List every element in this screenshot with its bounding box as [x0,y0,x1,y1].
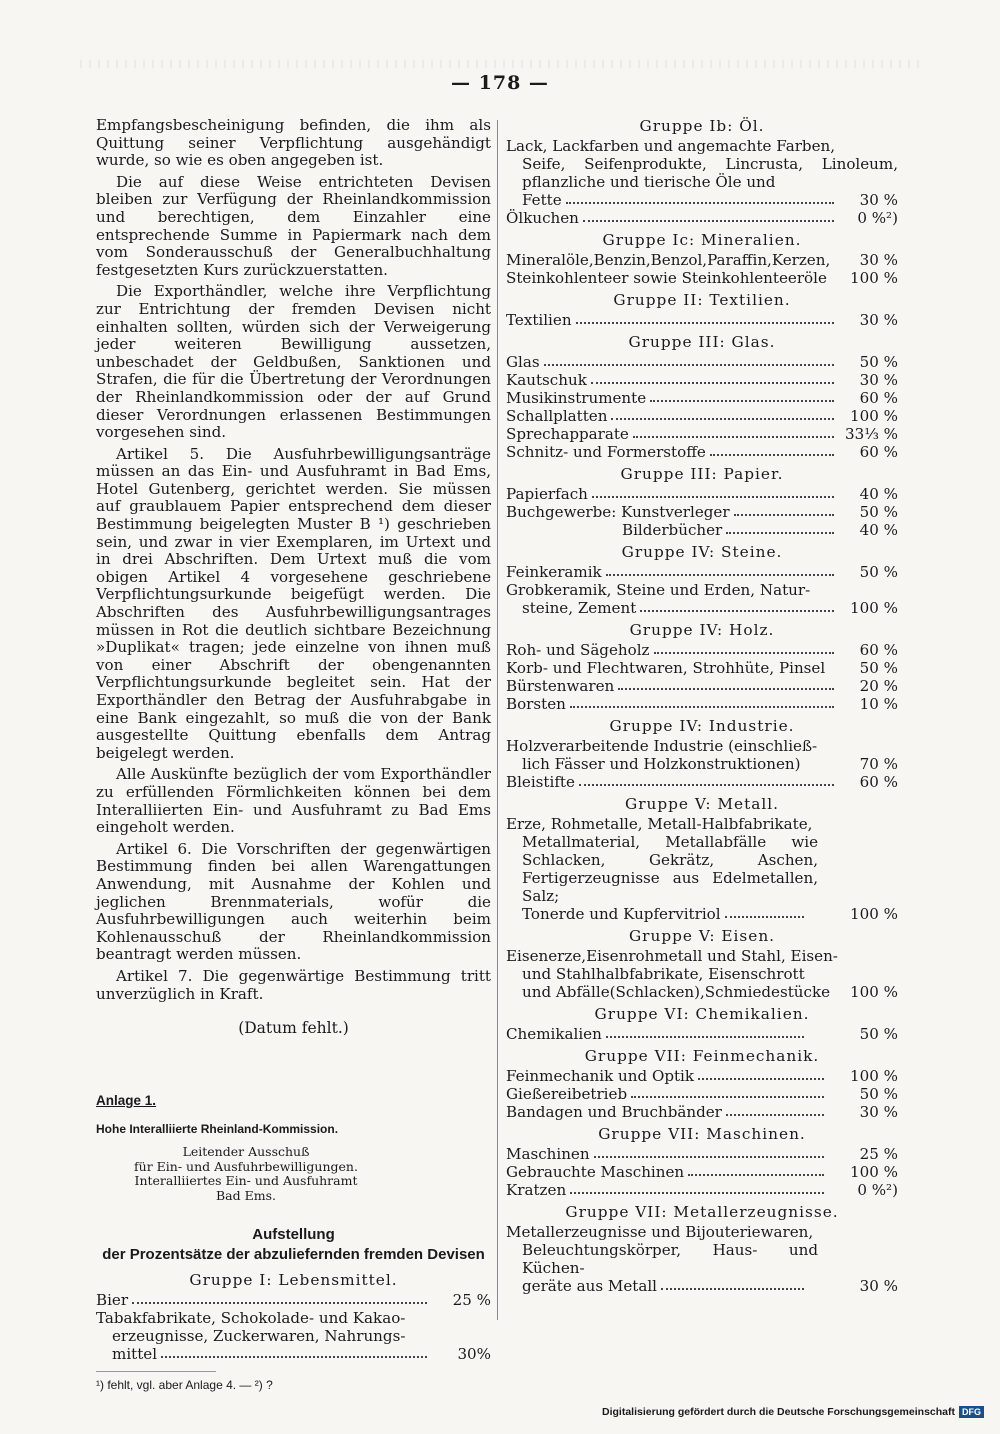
rate-row [506,1145,898,1163]
rate-label: und Stahlhalbfabrikate, Eisenschrott [522,965,805,983]
rate-row [506,905,898,923]
list-title: Aufstellung [252,1226,335,1244]
rate-label: Lack, Lackfarben und angemachte Farben, [506,137,836,155]
rate-row [506,1085,898,1103]
rate-value: 100 % [850,269,898,287]
rate-label: Korb- und Flechtwaren, Strohhüte, Pinsel [506,659,826,677]
rate-value: 20 % [859,677,898,695]
leader-dots [618,688,834,690]
paragraph: Empfangsbescheinigung befinden, die ihm als Quittung seiner Verpflichtung ausgehändigt wurde, so wie es oben angegeben ist. [96,116,491,170]
rate-label: und Abfälle(Schlacken),Schmiedestücke [522,983,831,1001]
leader-dots [654,652,835,654]
rate-row [506,1163,898,1181]
rate-entry [506,1223,818,1277]
leader-dots [576,322,834,324]
rate-label: mittel [112,1345,158,1364]
rate-value: 30 % [859,191,898,209]
rate-row [506,311,898,329]
rate-label: Sprechapparate [506,425,629,443]
rate-label: Bilderbücher [622,521,723,539]
rate-entry [506,815,818,905]
leader-dots [688,1174,824,1176]
rate-value: 60 % [859,443,898,461]
rate-label: Buchgewerbe: Kunstverleger [506,503,730,521]
rate-value: 33⅓ % [845,425,898,443]
group-heading: Gruppe IV: Industrie. [609,717,795,735]
rate-label: Tabakfabrikate, Schokolade- und Kakao- [96,1309,406,1328]
leader-dots [631,1096,824,1098]
rate-value: 50 % [859,659,898,677]
rate-label: Holzverarbeitende Industrie (einschließ- [506,737,818,755]
rate-label: Ölkuchen [506,209,579,227]
rate-value: 30 % [859,311,898,329]
rate-label: Borsten [506,695,566,713]
rate-value: 40 % [859,521,898,539]
scan-noise [80,60,920,68]
rate-row [506,443,898,461]
office-line: Interalliiertes Ein- und Ausfuhramt [134,1173,358,1189]
rate-value: 30 % [859,1103,898,1121]
rate-value: 50 % [859,503,898,521]
rate-row [506,1025,898,1043]
leader-dots [726,532,834,534]
column-divider [497,120,498,1320]
group-heading: Gruppe VII: Metallerzeugnisse. [565,1203,839,1221]
paragraph: Die auf diese Weise entrichteten Devisen bleiben zur Verfügung der Rheinlandkommission und berechtigen, dem Einzahler eine entsprechende Summe in Papiermark nach dem vom Sonderausschuß der Generalbuchhaltung festgesetzten Kurs zurückzuerstatten. [96,172,491,279]
paragraph: Artikel 7. Die gegenwärtige Bestimmung tritt unverzüglich in Kraft. [96,966,491,1003]
rate-value: 60 % [859,773,898,791]
rate-label: Roh- und Sägeholz [506,641,650,659]
rate-value: 60 % [859,641,898,659]
rate-label: Mineralöle,Benzin,Benzol,Paraffin,Kerzen, [506,251,831,269]
rate-value: 100 % [850,1163,898,1181]
rate-value: 100 % [850,983,898,1001]
leader-dots [726,1114,824,1116]
leader-dots [640,610,834,612]
rate-value: 30 % [859,371,898,389]
rate-label: Gießereibetrieb [506,1085,628,1103]
office-line: für Ein- und Ausfuhrbewilligungen. [134,1158,358,1174]
rate-value: 60 % [859,389,898,407]
rate-value: 50 % [859,353,898,371]
rate-label: Tonerde und Kupfervitriol [522,905,721,923]
list-subtitle: der Prozentsätze der abzuliefernden fremden Devisen [102,1246,485,1264]
rate-label: Maschinen [506,1145,590,1163]
commission-name: Hohe Interalliierte Rheinland-Kommission. [96,1122,339,1137]
office-line: Leitender Ausschuß [182,1144,310,1160]
rate-row [506,371,898,389]
group-heading: Gruppe VII: Maschinen. [598,1125,806,1143]
rate-label: Glas [506,353,540,371]
rate-value: 100 % [850,1067,898,1085]
rate-value: 50 % [859,1085,898,1103]
rate-row [506,1277,898,1295]
rate-label: Kautschuk [506,371,587,389]
rate-value: 50 % [859,563,898,581]
page-number: — 178 — [451,72,549,94]
rate-label: Papierfach [506,485,588,503]
leader-dots [606,574,834,576]
group-heading: Gruppe IV: Holz. [629,621,775,639]
rate-value: 70 % [859,755,898,773]
anlage-heading: Anlage 1. [96,1093,157,1109]
rate-label: Bandagen und Bruchbänder [506,1103,722,1121]
rate-row [506,269,898,287]
rate-row [506,209,898,227]
footnote: ¹) fehlt, vgl. aber Anlage 4. — ²) ? [96,1371,216,1392]
paragraph: Artikel 6. Die Vorschriften der gegenwärtigen Bestimmung finden bei allen Warengattungen Anwendung, mit Ausnahme der Kohlen und jeglichen Brennmaterials, wofür die Ausfuhrbewilligungen auch weiterhin beim Kohlenausschuß der Rheinlandkommission beantragt werden müssen. [96,839,491,964]
rate-entry [96,1309,491,1363]
rate-row [506,1067,898,1085]
leader-dots [698,1078,824,1080]
rate-value: 30 % [859,251,898,269]
rate-label: Bier [96,1291,129,1310]
paragraph: Die Exporthändler, welche ihre Verpflichtung zur Entrichtung der fremden Devisen nicht einhalten sollten, würden sich der Verweigerung jeder weiteren Bewilligung aussetzen, unbeschadet der Geldbußen, Sanktionen und Strafen, die für die Übertretung der Verordnungen der Rheinlandkommission oder der auf Grund dieser Verordnungen erlassenen Bestimmungen vorgesehen sind. [96,282,491,442]
rate-value: 25 % [452,1291,491,1310]
leader-dots [650,400,834,402]
rate-entry [506,737,898,773]
paragraph: Artikel 5. Die Ausfuhrbewilligungsanträge müssen an das Ein- und Ausfuhramt in Bad Ems, Hotel Gutenberg, gerichtet werden. Sie müssen auf graublauem Papier entsprechend dem dieser Bestimmung beigelegten Muster B ¹) geschrieben sein, und zwar in vier Exemplaren, im Urtext und in drei Abschriften. Dem Urtext muß die vom obigen Artikel 4 vorgesehene geschriebene Verpflichtungsurkunde beigefügt werden. Die Abschriften des Ausfuhrbewilligungsantrages müssen in Rot die deutlich sichtbare Bezeichnung »Duplikat« tragen; jede einzelne von ihnen muß von einer Abschrift der obengenannten Verpflichtungsurkunde begleitet sein. Hat der Exporthändler den Betrag der Ausfuhrabgabe in eine Bank eingezahlt, so muß die von der Bank ausgestellte Quittung ebenfalls dem Antrag beigelegt werden. [96,444,491,762]
leader-dots [710,454,834,456]
group-heading: Gruppe III: Glas. [628,333,776,351]
rate-label: Bürstenwaren [506,677,615,695]
rate-row [506,641,898,659]
rate-row [506,677,898,695]
office-block [96,1145,396,1203]
rate-value: 30 % [859,1277,898,1295]
rate-label: Kratzen [506,1181,567,1199]
rate-label: Chemikalien [506,1025,602,1043]
rate-value: 30% [457,1345,491,1364]
rate-row [506,659,898,677]
leader-dots [591,382,834,384]
rate-label: steine, Zement [522,599,637,617]
leader-dots [725,916,804,918]
rate-row [506,389,898,407]
rate-label: Feinmechanik und Optik [506,1067,695,1085]
group-heading: Gruppe V: Metall. [624,795,780,813]
rate-row [506,1181,898,1199]
rate-value: 100 % [850,599,898,617]
leader-dots [161,1356,427,1358]
left-column [96,117,491,1392]
rate-row [506,521,898,539]
rate-row [506,353,898,371]
rate-row [506,695,898,713]
rate-row [506,1103,898,1121]
rate-label: Musikinstrumente [506,389,647,407]
leader-dots [594,1156,824,1158]
rate-label: erzeugnisse, Zuckerwaren, Nahrungs- [112,1327,406,1346]
rate-entry [506,137,898,209]
rate-row [506,425,898,443]
rate-value: 100 % [850,905,898,923]
rate-value: 50 % [859,1025,898,1043]
rate-label: lich Fässer und Holzkonstruktionen) [522,755,801,773]
group-heading: Gruppe II: Textilien. [613,291,791,309]
rate-label: Beleuchtungskörper, Haus- und Küchen- [522,1241,818,1277]
leader-dots [611,418,834,420]
group-heading: Gruppe Ic: Mineralien. [602,231,802,249]
leader-dots [606,1036,804,1038]
rate-entry [506,581,898,617]
paragraph: Alle Auskünfte bezüglich der vom Exporthändler zu erfüllenden Förmlichkeiten können bei dem Interalliierten Ein- und Ausfuhramt zu Bad Ems eingeholt werden. [96,765,491,837]
rate-value: 10 % [859,695,898,713]
rate-label: Bleistifte [506,773,575,791]
rate-label: geräte aus Metall [522,1277,657,1295]
leader-dots [570,1192,824,1194]
leader-dots [132,1302,427,1304]
datum-note: (Datum fehlt.) [238,1019,349,1038]
rate-label: Schallplatten [506,407,608,425]
rate-label: Eisenerze,Eisenrohmetall und Stahl, Eisen- [506,947,838,965]
leader-dots [661,1288,804,1290]
rate-label: Steinkohlenteer sowie Steinkohlenteeröle [506,269,827,287]
office-line: Bad Ems. [216,1187,276,1203]
dfg-logo-icon: DFG [959,1406,984,1418]
leader-dots [544,364,834,366]
rate-value: 100 % [850,407,898,425]
rate-entry [506,947,898,1001]
rate-value: 40 % [859,485,898,503]
group-heading: Gruppe VII: Feinmechanik. [584,1047,820,1065]
leader-dots [566,202,834,204]
group-heading: Gruppe VI: Chemikalien. [594,1005,810,1023]
group-heading: Gruppe III: Papier. [620,465,784,483]
rate-value: 0 %²) [857,1181,898,1199]
leader-dots [570,706,834,708]
rate-value: 0 %²) [857,209,898,227]
rate-label: Erze, Rohmetalle, Metall-Halbfabrikate, [506,815,813,833]
rate-label: Metallmaterial, Metallabfälle wie Schlacken, Gekrätz, Aschen, Fertigerzeugnisse aus Edelmetallen, Salz; [522,833,818,905]
group-heading: Gruppe I: Lebensmittel. [189,1271,398,1290]
rate-label: Metallerzeugnisse und Bijouteriewaren, [506,1223,814,1241]
rate-label: Seife, Seifenprodukte, Lincrusta, Linoleum, pflanzliche und tierische Öle und [522,155,898,191]
rate-label: Textilien [506,311,572,329]
group-heading: Gruppe V: Eisen. [628,927,776,945]
rate-label: Gebrauchte Maschinen [506,1163,685,1181]
leader-dots [633,436,834,438]
rate-row [506,407,898,425]
group-heading: Gruppe IV: Steine. [621,543,783,561]
right-column [506,117,898,1295]
rate-label: Grobkeramik, Steine und Erden, Natur- [506,581,811,599]
rate-row [506,563,898,581]
rate-label: Feinkeramik [506,563,602,581]
rate-row [506,485,898,503]
rate-row [506,773,898,791]
rate-row [506,503,898,521]
leader-dots [592,496,834,498]
rate-row [96,1291,491,1309]
rate-row [506,251,898,269]
rate-value: 25 % [859,1145,898,1163]
leader-dots [579,784,834,786]
leader-dots [583,220,834,222]
leader-dots [734,514,834,516]
group-heading: Gruppe Ib: Öl. [639,117,765,135]
rate-label: Schnitz- und Formerstoffe [506,443,706,461]
digitization-credit [602,1406,984,1418]
rate-label: Fette [522,191,562,209]
credit-text: Digitalisierung gefördert durch die Deutsche Forschungsgemeinschaft [602,1406,955,1418]
